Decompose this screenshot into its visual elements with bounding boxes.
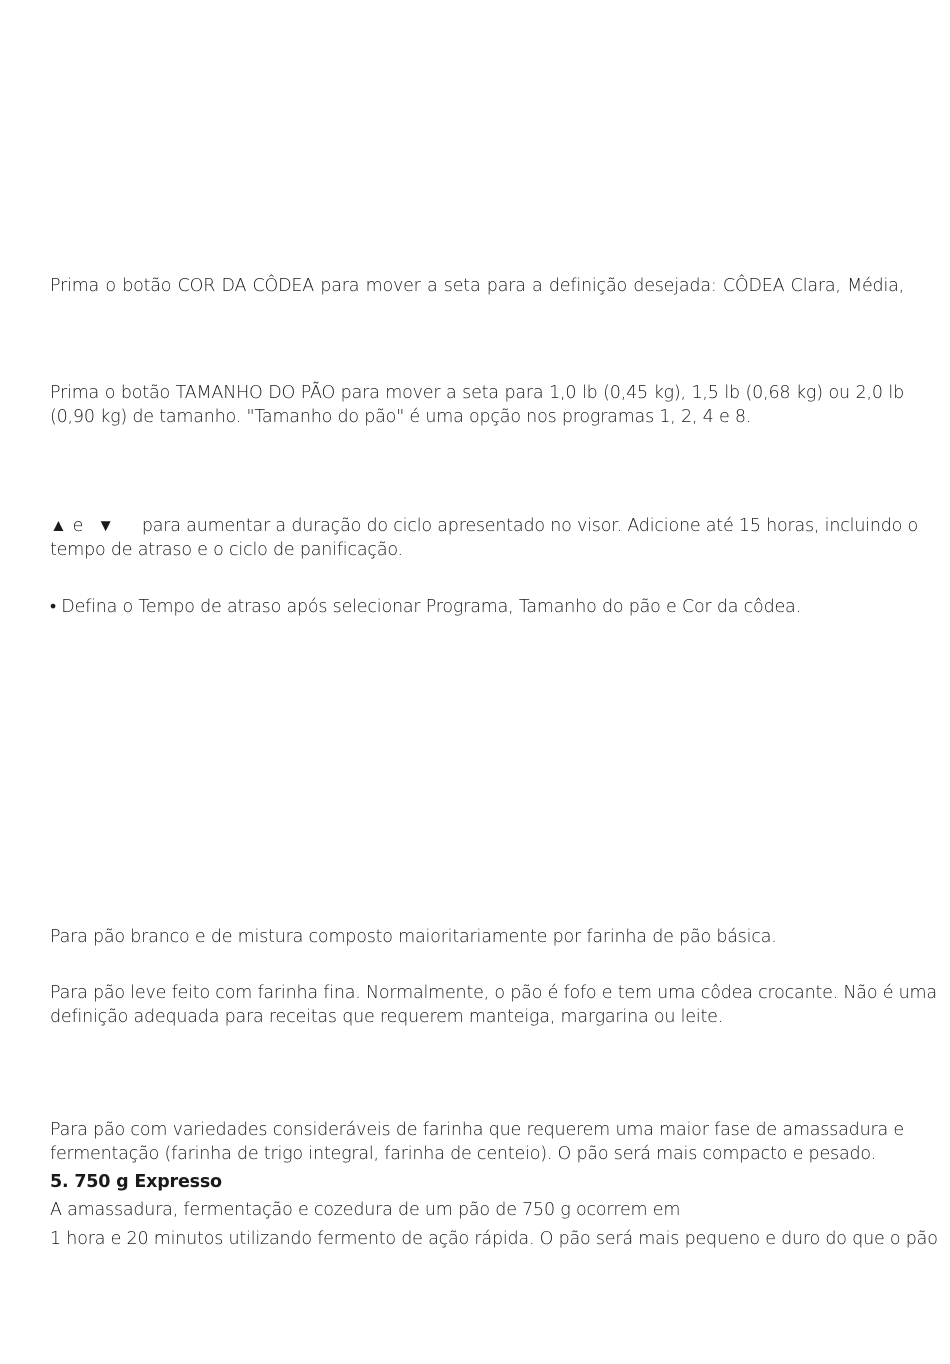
delay-timer-line-2: tempo de atraso e o ciclo de panificação. [50,540,403,560]
program-express-line-2: 1 hora e 20 minutos utilizando fermento de ação rápida. O pão será mais pequeno e duro do que o pão [50,1229,938,1249]
program-basic-description: Para pão branco e de mistura composto maioritariamente por farinha de pão básica. [50,927,777,947]
program-wholewheat-line-2: fermentação (farinha de trigo integral, farinha de centeio). O pão será mais compacto e pesado. [50,1144,876,1164]
delay-timer-line-1-text: para aumentar a duração do ciclo apresentado no visor. Adicione até 15 horas, incluindo o [141,516,919,536]
program-express-line-1: A amassadura, fermentação e cozedura de um pão de 750 g ocorrem em [50,1200,681,1220]
crust-color-line-1: Prima o botão COR DA CÔDEA para mover a seta para a definição desejada: CÔDEA Clara, Média, [50,276,904,296]
up-arrow-icon: ▲ [50,516,67,536]
conjunction-text: e [72,516,84,536]
program-french-line-2: definição adequada para receitas que requerem manteiga, margarina ou leite. [50,1007,724,1027]
program-express-heading: 5. 750 g Expresso [50,1172,222,1192]
delay-timer-line-1 [50,514,919,538]
program-french-line-1: Para pão leve feito com farinha fina. Normalmente, o pão é fofo e tem uma côdea crocante. Não é uma [50,983,937,1003]
delay-timer-note: • Defina o Tempo de atraso após selecionar Programa, Tamanho do pão e Cor da côdea. [50,597,801,617]
loaf-size-line-1: Prima o botão TAMANHO DO PÃO para mover a seta para 1,0 lb (0,45 kg), 1,5 lb (0,68 kg) ou 2,0 lb [50,383,904,403]
down-arrow-icon: ▼ [97,516,114,536]
loaf-size-line-2: (0,90 kg) de tamanho. "Tamanho do pão" é uma opção nos programas 1, 2, 4 e 8. [50,407,752,427]
program-wholewheat-line-1: Para pão com variedades consideráveis de farinha que requerem uma maior fase de amassadura e [50,1120,904,1140]
